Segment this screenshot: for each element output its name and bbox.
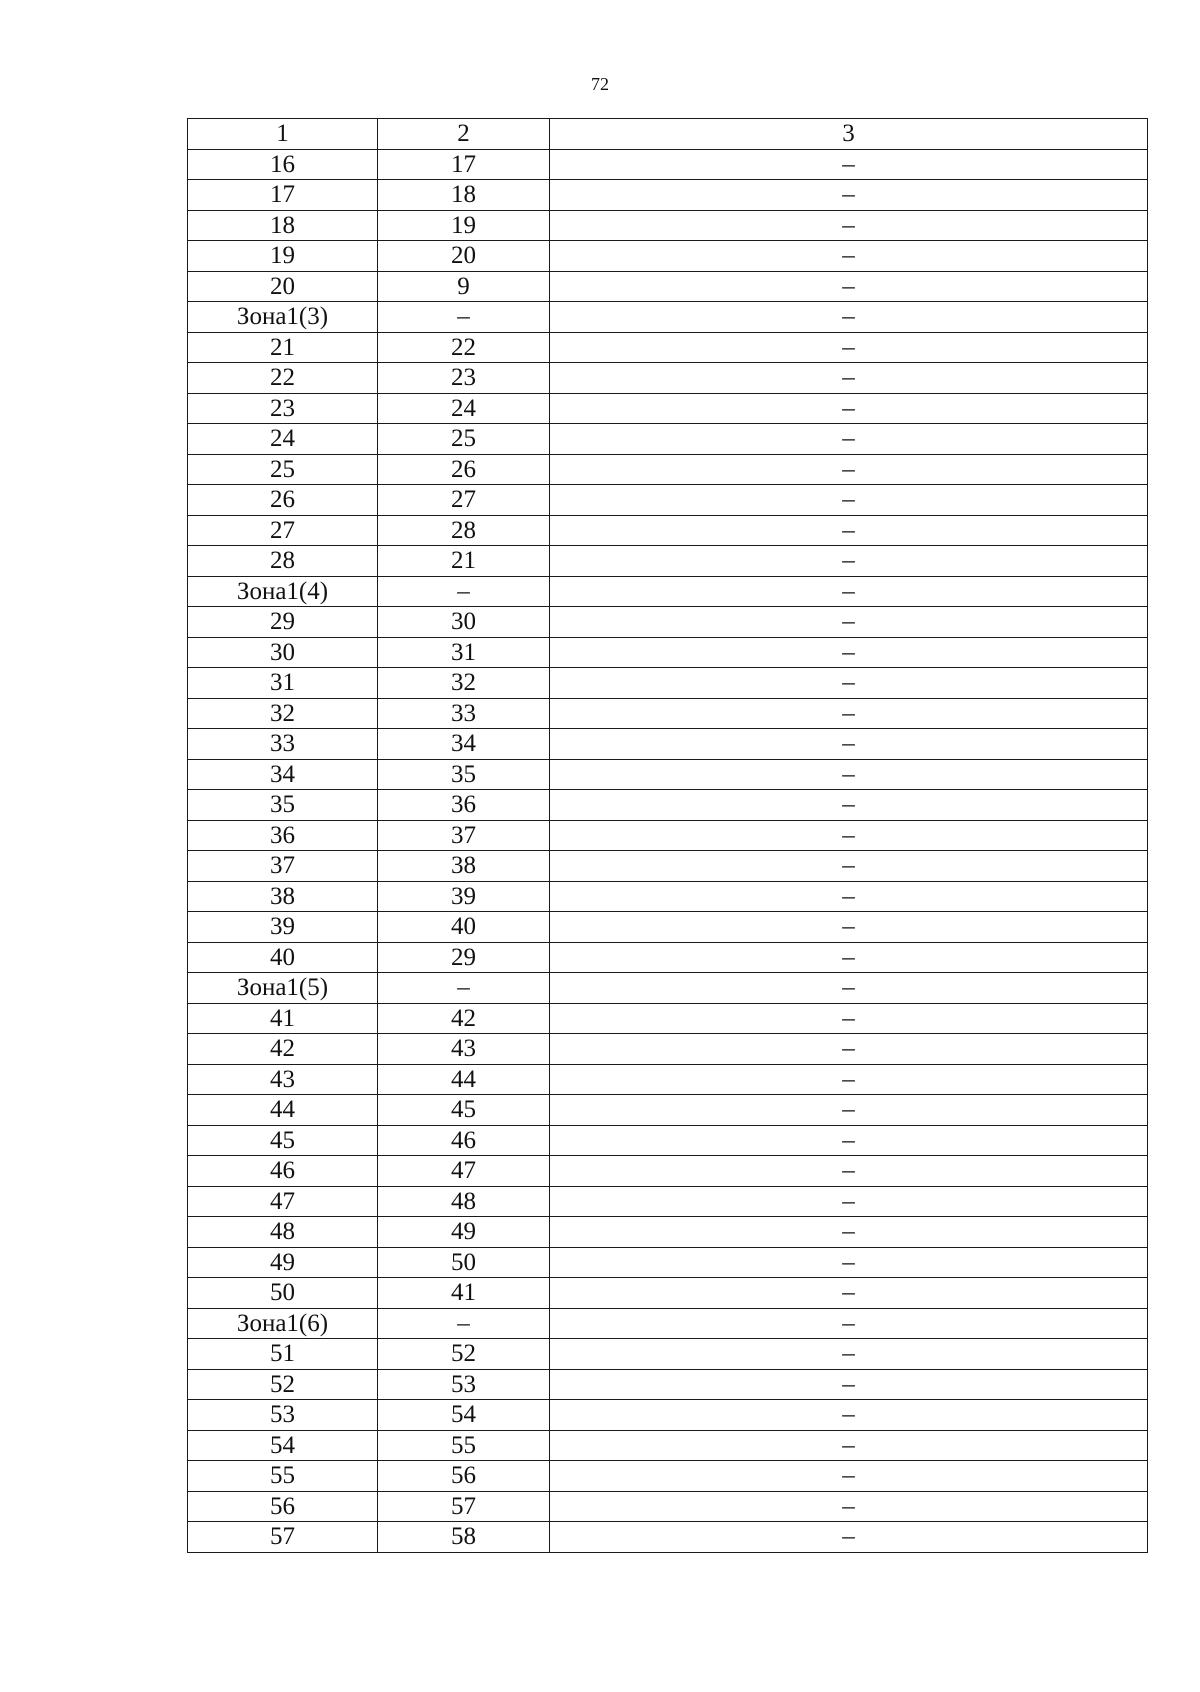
table-row [188, 1034, 1148, 1065]
table-cell-col-3: – [550, 1400, 1148, 1431]
table-cell-col-3: – [550, 424, 1148, 455]
table-row [188, 1491, 1148, 1522]
table-cell-col-1: 25 [188, 454, 378, 485]
table-cell-col-1: 20 [188, 271, 378, 302]
table-cell-col-1: 44 [188, 1095, 378, 1126]
table-cell-col-1: 34 [188, 759, 378, 790]
table-cell-col-1: Зона1(3) [188, 302, 378, 333]
table-cell-col-1: 19 [188, 241, 378, 272]
table-cell-col-2: 33 [378, 698, 550, 729]
table-row [188, 1156, 1148, 1187]
table-cell-col-1: 22 [188, 363, 378, 394]
table-cell-col-1: 29 [188, 607, 378, 638]
table-row [188, 210, 1148, 241]
table-cell-col-2: – [378, 1308, 550, 1339]
table-row [188, 973, 1148, 1004]
table-cell-col-2: – [378, 973, 550, 1004]
table-cell-col-3: – [550, 576, 1148, 607]
table-cell-col-1: 52 [188, 1369, 378, 1400]
table-cell-col-2: 30 [378, 607, 550, 638]
table-row [188, 1217, 1148, 1248]
table-row [188, 698, 1148, 729]
table-cell-col-3: – [550, 1522, 1148, 1553]
table-cell-col-1: 39 [188, 912, 378, 943]
table-cell-col-1: 17 [188, 180, 378, 211]
table-row [188, 271, 1148, 302]
table-cell-col-1: 49 [188, 1247, 378, 1278]
table-cell-col-2: 39 [378, 881, 550, 912]
table-row [188, 302, 1148, 333]
table-cell-col-2: 44 [378, 1064, 550, 1095]
table-cell-col-3: – [550, 241, 1148, 272]
column-header-1: 1 [188, 119, 378, 150]
table-cell-col-1: 21 [188, 332, 378, 363]
table-cell-col-1: 57 [188, 1522, 378, 1553]
table-row [188, 1400, 1148, 1431]
table-cell-col-2: 23 [378, 363, 550, 394]
table-row [188, 454, 1148, 485]
table-cell-col-3: – [550, 790, 1148, 821]
table-row [188, 1125, 1148, 1156]
table-cell-col-1: 56 [188, 1491, 378, 1522]
column-header-3: 3 [550, 119, 1148, 150]
table-row [188, 241, 1148, 272]
table-cell-col-2: – [378, 576, 550, 607]
table-row [188, 607, 1148, 638]
table-cell-col-2: 26 [378, 454, 550, 485]
table-cell-col-2: 18 [378, 180, 550, 211]
table-cell-col-2: 45 [378, 1095, 550, 1126]
table-cell-col-1: 45 [188, 1125, 378, 1156]
table-row [188, 1369, 1148, 1400]
table-cell-col-2: 20 [378, 241, 550, 272]
table-cell-col-2: 53 [378, 1369, 550, 1400]
table-cell-col-2: – [378, 302, 550, 333]
table-cell-col-2: 28 [378, 515, 550, 546]
table-cell-col-2: 27 [378, 485, 550, 516]
table-row [188, 546, 1148, 577]
table-row [188, 363, 1148, 394]
table-row [188, 912, 1148, 943]
table-cell-col-3: – [550, 149, 1148, 180]
table-cell-col-3: – [550, 210, 1148, 241]
table-cell-col-1: 24 [188, 424, 378, 455]
table-cell-col-2: 29 [378, 942, 550, 973]
table-cell-col-3: – [550, 332, 1148, 363]
table-row [188, 851, 1148, 882]
table-cell-col-3: – [550, 363, 1148, 394]
table-row [188, 637, 1148, 668]
table-cell-col-3: – [550, 1430, 1148, 1461]
table-cell-col-2: 37 [378, 820, 550, 851]
table-row [188, 1339, 1148, 1370]
table-cell-col-2: 52 [378, 1339, 550, 1370]
table-cell-col-1: 47 [188, 1186, 378, 1217]
table-cell-col-1: 50 [188, 1278, 378, 1309]
table-row [188, 1430, 1148, 1461]
table-cell-col-3: – [550, 1156, 1148, 1187]
table-cell-col-1: 33 [188, 729, 378, 760]
table-cell-col-2: 46 [378, 1125, 550, 1156]
table-cell-col-2: 56 [378, 1461, 550, 1492]
table-row [188, 1522, 1148, 1553]
table-row [188, 149, 1148, 180]
table-cell-col-3: – [550, 1186, 1148, 1217]
table-cell-col-2: 17 [378, 149, 550, 180]
table-row [188, 1186, 1148, 1217]
table-row [188, 668, 1148, 699]
table-row [188, 485, 1148, 516]
table-row [188, 515, 1148, 546]
table-cell-col-2: 49 [378, 1217, 550, 1248]
table-row [188, 393, 1148, 424]
table-cell-col-2: 43 [378, 1034, 550, 1065]
table-cell-col-3: – [550, 546, 1148, 577]
table-cell-col-1: 35 [188, 790, 378, 821]
table-cell-col-1: 31 [188, 668, 378, 699]
table-cell-col-2: 36 [378, 790, 550, 821]
table-cell-col-3: – [550, 180, 1148, 211]
table-row [188, 759, 1148, 790]
table-cell-col-3: – [550, 668, 1148, 699]
table-cell-col-1: 23 [188, 393, 378, 424]
table-cell-col-1: 54 [188, 1430, 378, 1461]
table-header-row [188, 119, 1148, 150]
table-cell-col-3: – [550, 1461, 1148, 1492]
table-cell-col-1: Зона1(5) [188, 973, 378, 1004]
table-cell-col-2: 57 [378, 1491, 550, 1522]
table-cell-col-3: – [550, 1064, 1148, 1095]
table-cell-col-3: – [550, 1003, 1148, 1034]
table-cell-col-3: – [550, 973, 1148, 1004]
table-cell-col-1: 48 [188, 1217, 378, 1248]
table-cell-col-3: – [550, 1278, 1148, 1309]
table-cell-col-1: 36 [188, 820, 378, 851]
table-cell-col-1: 30 [188, 637, 378, 668]
table-cell-col-2: 58 [378, 1522, 550, 1553]
table-row [188, 1461, 1148, 1492]
table-cell-col-2: 38 [378, 851, 550, 882]
table-cell-col-3: – [550, 454, 1148, 485]
table-cell-col-2: 55 [378, 1430, 550, 1461]
table-row [188, 1095, 1148, 1126]
column-header-2: 2 [378, 119, 550, 150]
table-cell-col-3: – [550, 1339, 1148, 1370]
table-cell-col-1: 40 [188, 942, 378, 973]
table-row [188, 820, 1148, 851]
table-row [188, 576, 1148, 607]
table-cell-col-1: 37 [188, 851, 378, 882]
table-cell-col-3: – [550, 1491, 1148, 1522]
table-cell-col-1: 28 [188, 546, 378, 577]
table-cell-col-2: 25 [378, 424, 550, 455]
table-cell-col-3: – [550, 1034, 1148, 1065]
table-cell-col-3: – [550, 1125, 1148, 1156]
table-cell-col-2: 54 [378, 1400, 550, 1431]
table-cell-col-3: – [550, 1217, 1148, 1248]
table-cell-col-1: 16 [188, 149, 378, 180]
table-cell-col-2: 48 [378, 1186, 550, 1217]
table-cell-col-2: 22 [378, 332, 550, 363]
table-cell-col-1: Зона1(4) [188, 576, 378, 607]
table-cell-col-1: 38 [188, 881, 378, 912]
table-cell-col-3: – [550, 759, 1148, 790]
table-cell-col-2: 34 [378, 729, 550, 760]
table-cell-col-1: 32 [188, 698, 378, 729]
table-cell-col-1: 51 [188, 1339, 378, 1370]
table-cell-col-3: – [550, 485, 1148, 516]
table-cell-col-3: – [550, 1095, 1148, 1126]
table-cell-col-2: 35 [378, 759, 550, 790]
table-cell-col-3: – [550, 820, 1148, 851]
table-cell-col-1: 55 [188, 1461, 378, 1492]
table-cell-col-1: 41 [188, 1003, 378, 1034]
data-table [187, 118, 1148, 1553]
table-row [188, 729, 1148, 760]
table-cell-col-2: 9 [378, 271, 550, 302]
table-cell-col-2: 19 [378, 210, 550, 241]
table-cell-col-1: 53 [188, 1400, 378, 1431]
table-row [188, 1064, 1148, 1095]
table-cell-col-2: 21 [378, 546, 550, 577]
table-body [188, 149, 1148, 1552]
table-cell-col-3: – [550, 729, 1148, 760]
table-cell-col-3: – [550, 393, 1148, 424]
table-cell-col-3: – [550, 302, 1148, 333]
table-row [188, 1278, 1148, 1309]
table-cell-col-3: – [550, 1247, 1148, 1278]
table-cell-col-3: – [550, 1369, 1148, 1400]
table-cell-col-3: – [550, 881, 1148, 912]
table-cell-col-1: 18 [188, 210, 378, 241]
table-row [188, 1003, 1148, 1034]
table-cell-col-2: 41 [378, 1278, 550, 1309]
table-row [188, 180, 1148, 211]
table-row [188, 942, 1148, 973]
table-row [188, 881, 1148, 912]
page-number: 72 [591, 74, 609, 94]
table-cell-col-1: Зона1(6) [188, 1308, 378, 1339]
table-cell-col-1: 27 [188, 515, 378, 546]
table-cell-col-2: 50 [378, 1247, 550, 1278]
table-cell-col-2: 42 [378, 1003, 550, 1034]
table-cell-col-2: 32 [378, 668, 550, 699]
table-cell-col-1: 42 [188, 1034, 378, 1065]
table-cell-col-3: – [550, 942, 1148, 973]
table-row [188, 790, 1148, 821]
table-cell-col-2: 40 [378, 912, 550, 943]
table-cell-col-3: – [550, 851, 1148, 882]
table-cell-col-1: 26 [188, 485, 378, 516]
table-cell-col-2: 31 [378, 637, 550, 668]
table-cell-col-1: 43 [188, 1064, 378, 1095]
table-row [188, 332, 1148, 363]
table-row [188, 424, 1148, 455]
table-cell-col-3: – [550, 271, 1148, 302]
table-cell-col-3: – [550, 698, 1148, 729]
table-cell-col-2: 24 [378, 393, 550, 424]
table-cell-col-3: – [550, 912, 1148, 943]
table-cell-col-1: 46 [188, 1156, 378, 1187]
table-row [188, 1308, 1148, 1339]
table-cell-col-3: – [550, 515, 1148, 546]
table-row [188, 1247, 1148, 1278]
table-cell-col-3: – [550, 607, 1148, 638]
table-cell-col-3: – [550, 1308, 1148, 1339]
table-cell-col-2: 47 [378, 1156, 550, 1187]
table-cell-col-3: – [550, 637, 1148, 668]
